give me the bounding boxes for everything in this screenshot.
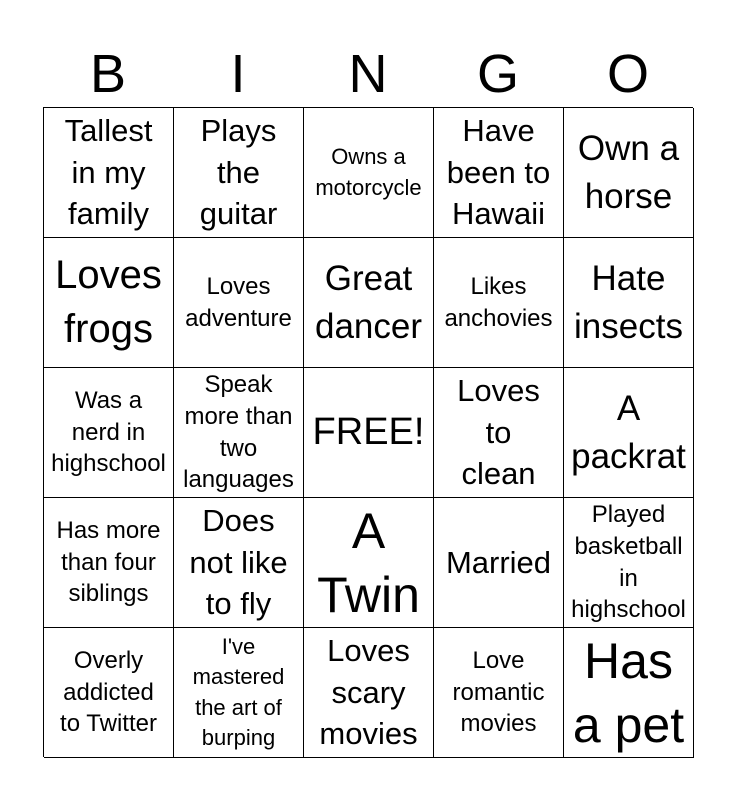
bingo-cell[interactable] — [174, 368, 304, 498]
bingo-cell[interactable] — [174, 108, 304, 238]
bingo-cell[interactable] — [44, 498, 174, 628]
bingo-cell[interactable] — [44, 368, 174, 498]
bingo-cell[interactable] — [44, 238, 174, 368]
cell-text: Loves adventure — [185, 272, 292, 332]
bingo-cell[interactable] — [44, 108, 174, 238]
bingo-cell[interactable] — [174, 628, 304, 758]
bingo-cell[interactable] — [304, 498, 434, 628]
cell-text: Has a pet — [572, 632, 685, 753]
cell-text: Tallest in my family — [64, 112, 153, 232]
bingo-cell[interactable] — [174, 238, 304, 368]
cell-text: Loves frogs — [55, 252, 162, 351]
cell-text: A Twin — [317, 502, 420, 623]
bingo-cell[interactable] — [434, 368, 564, 498]
bingo-cell[interactable] — [434, 238, 564, 368]
cell-text: Speak more than two languages — [183, 371, 294, 494]
cell-text: Great dancer — [314, 259, 423, 346]
header-letter-o: O — [606, 44, 649, 104]
cell-text: Loves to clean — [457, 372, 540, 492]
cell-text: Plays the guitar — [199, 112, 278, 232]
bingo-cell[interactable] — [564, 368, 694, 498]
cell-text: Played basketball in highschool — [571, 501, 686, 624]
bingo-cell[interactable] — [564, 628, 694, 758]
header-letter-g: G — [476, 44, 519, 104]
free-space-text: FREE! — [312, 410, 425, 453]
bingo-cell[interactable] — [304, 108, 434, 238]
bingo-cell[interactable] — [304, 238, 434, 368]
bingo-cell[interactable] — [434, 628, 564, 758]
bingo-cell[interactable] — [564, 238, 694, 368]
header-letter-n: N — [348, 44, 388, 104]
cell-text: Own a horse — [577, 129, 680, 216]
cell-text: Does not like to fly — [189, 502, 288, 622]
cell-text: Overly addicted to Twitter — [60, 646, 157, 738]
header-letter-b: B — [89, 44, 127, 104]
bingo-cell[interactable] — [434, 108, 564, 238]
bingo-cell[interactable] — [434, 498, 564, 628]
cell-text: Hate insects — [574, 259, 683, 346]
bingo-header — [43, 40, 693, 108]
bingo-cell[interactable] — [174, 498, 304, 628]
cell-text: Married — [445, 544, 552, 580]
bingo-card-grid — [43, 107, 693, 757]
cell-text: A packrat — [571, 389, 686, 476]
cell-text: Love romantic movies — [452, 646, 545, 738]
cell-text: Was a nerd in highschool — [51, 386, 166, 478]
cell-text: I've mastered the art of burping — [192, 633, 285, 750]
bingo-cell[interactable] — [44, 628, 174, 758]
cell-text: Likes anchovies — [444, 272, 553, 332]
bingo-cell[interactable] — [564, 498, 694, 628]
bingo-cell[interactable] — [564, 108, 694, 238]
header-letter-i: I — [230, 44, 246, 104]
cell-text: Have been to Hawaii — [446, 112, 551, 232]
cell-text: Loves scary movies — [319, 632, 418, 752]
cell-text: Owns a motorcycle — [315, 144, 422, 200]
bingo-cell[interactable] — [304, 628, 434, 758]
cell-text: Has more than four siblings — [56, 516, 161, 608]
free-space-cell[interactable] — [304, 368, 434, 498]
